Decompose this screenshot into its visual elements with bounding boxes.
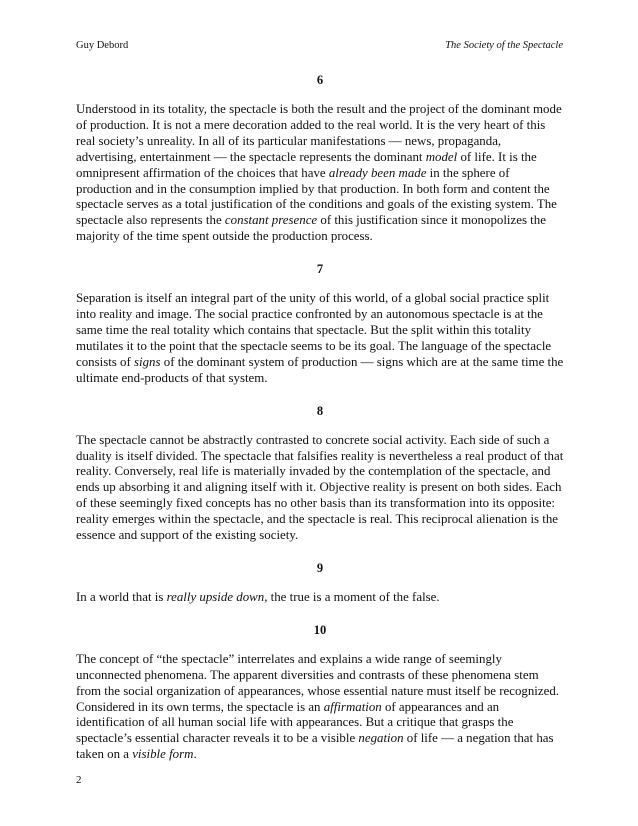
paragraph-text: . xyxy=(193,747,197,762)
emphasis-text: really upside down xyxy=(166,589,265,604)
header-author: Guy Debord xyxy=(76,40,129,51)
section-paragraph xyxy=(76,433,564,544)
paragraph-text: of this justification since it monopolizes the majority of the time spent outside the production process. xyxy=(76,213,546,244)
emphasis-text: constant presence xyxy=(224,213,318,228)
header-book-title: The Society of the Spectacle xyxy=(445,40,563,51)
section-number: 9 xyxy=(316,560,324,575)
paragraph-text: of life — a negation that has taken on a xyxy=(76,731,554,762)
page-body xyxy=(76,72,564,779)
emphasis-text: model xyxy=(425,149,458,164)
emphasis-text: already been made xyxy=(328,165,427,180)
paragraph-text: Separation is itself an integral part of the unity of this world, of a global social practice split into reality and image. The social practice confronted by an autonomous spectacle is at the same time the real totality which contains that spectacle. But the split within this totality mutilates it to the point that the spectacle seems to be its goal. The language of the spectacle consists of xyxy=(76,291,552,369)
section-number: 8 xyxy=(316,403,324,418)
paragraph-text: of life. It is the omnipresent affirmation of the choices that have xyxy=(76,149,537,180)
section-number: 6 xyxy=(316,73,324,87)
paragraph-text: In a world that is xyxy=(76,589,167,604)
paragraph-text: of appearances and an identification of all human social life with appearances. But a critique that grasps the spectacle’s essential character reveals it to be a visible xyxy=(76,699,514,746)
section-paragraph xyxy=(76,291,564,386)
page-number: 2 xyxy=(76,774,82,786)
paragraph-text: of the dominant system of production — signs which are at the same time the ultimate end-products of that system. xyxy=(76,354,564,385)
paragraph-text: , the true is a moment of the false. xyxy=(264,589,440,604)
running-header xyxy=(76,40,563,51)
emphasis-text: visible form xyxy=(132,747,194,762)
emphasis-text: signs xyxy=(134,354,161,369)
paragraph-text: Understood in its totality, the spectacle is both the result and the project of the dominant mode of production. It is not a mere decoration added to the real world. It is the very heart of this real society’s unreality. In all of its particular manifestations — news, propaganda, advertising, entertainment — the spectacle represents the dominant xyxy=(76,102,562,164)
paragraph-text: in the sphere of production and in the consumption implied by that production. In both form and content the spectacle serves as a total justification of the conditions and goals of the existing system. The spectacle also represents the xyxy=(76,165,557,228)
section-number: 7 xyxy=(316,262,324,277)
paragraph-text: The spectacle cannot be abstractly contrasted to concrete social activity. Each side of such a duality is itself divided. The spectacle that falsifies reality is nevertheless a real product of that reality. Conversely, real life is materially invaded by the contemplation of the spectacle, and ends up absorbing it and aligning itself with it. Objective reality is present on both sides. Each of these seemingly fixed concepts has no other basis than its transformation into its opposite: reality emerges within the spectacle, and the spectacle is real. This reciprocal alienation is the essence and support of the existing society. xyxy=(76,432,564,543)
emphasis-text: negation xyxy=(358,731,404,746)
section-paragraph xyxy=(76,652,564,763)
section-number: 10 xyxy=(313,622,327,637)
section-paragraph xyxy=(76,102,564,245)
paragraph-text: The concept of “the spectacle” interrelates and explains a wide range of seemingly unconnected phenomena. The apparent diversities and contrasts of these phenomena stem from the social organization of appearances, whose essential nature must itself be recognized. Considered in its own terms, the spectacle is an xyxy=(76,651,559,714)
section-paragraph xyxy=(76,590,564,606)
emphasis-text: affirmation xyxy=(323,699,382,714)
